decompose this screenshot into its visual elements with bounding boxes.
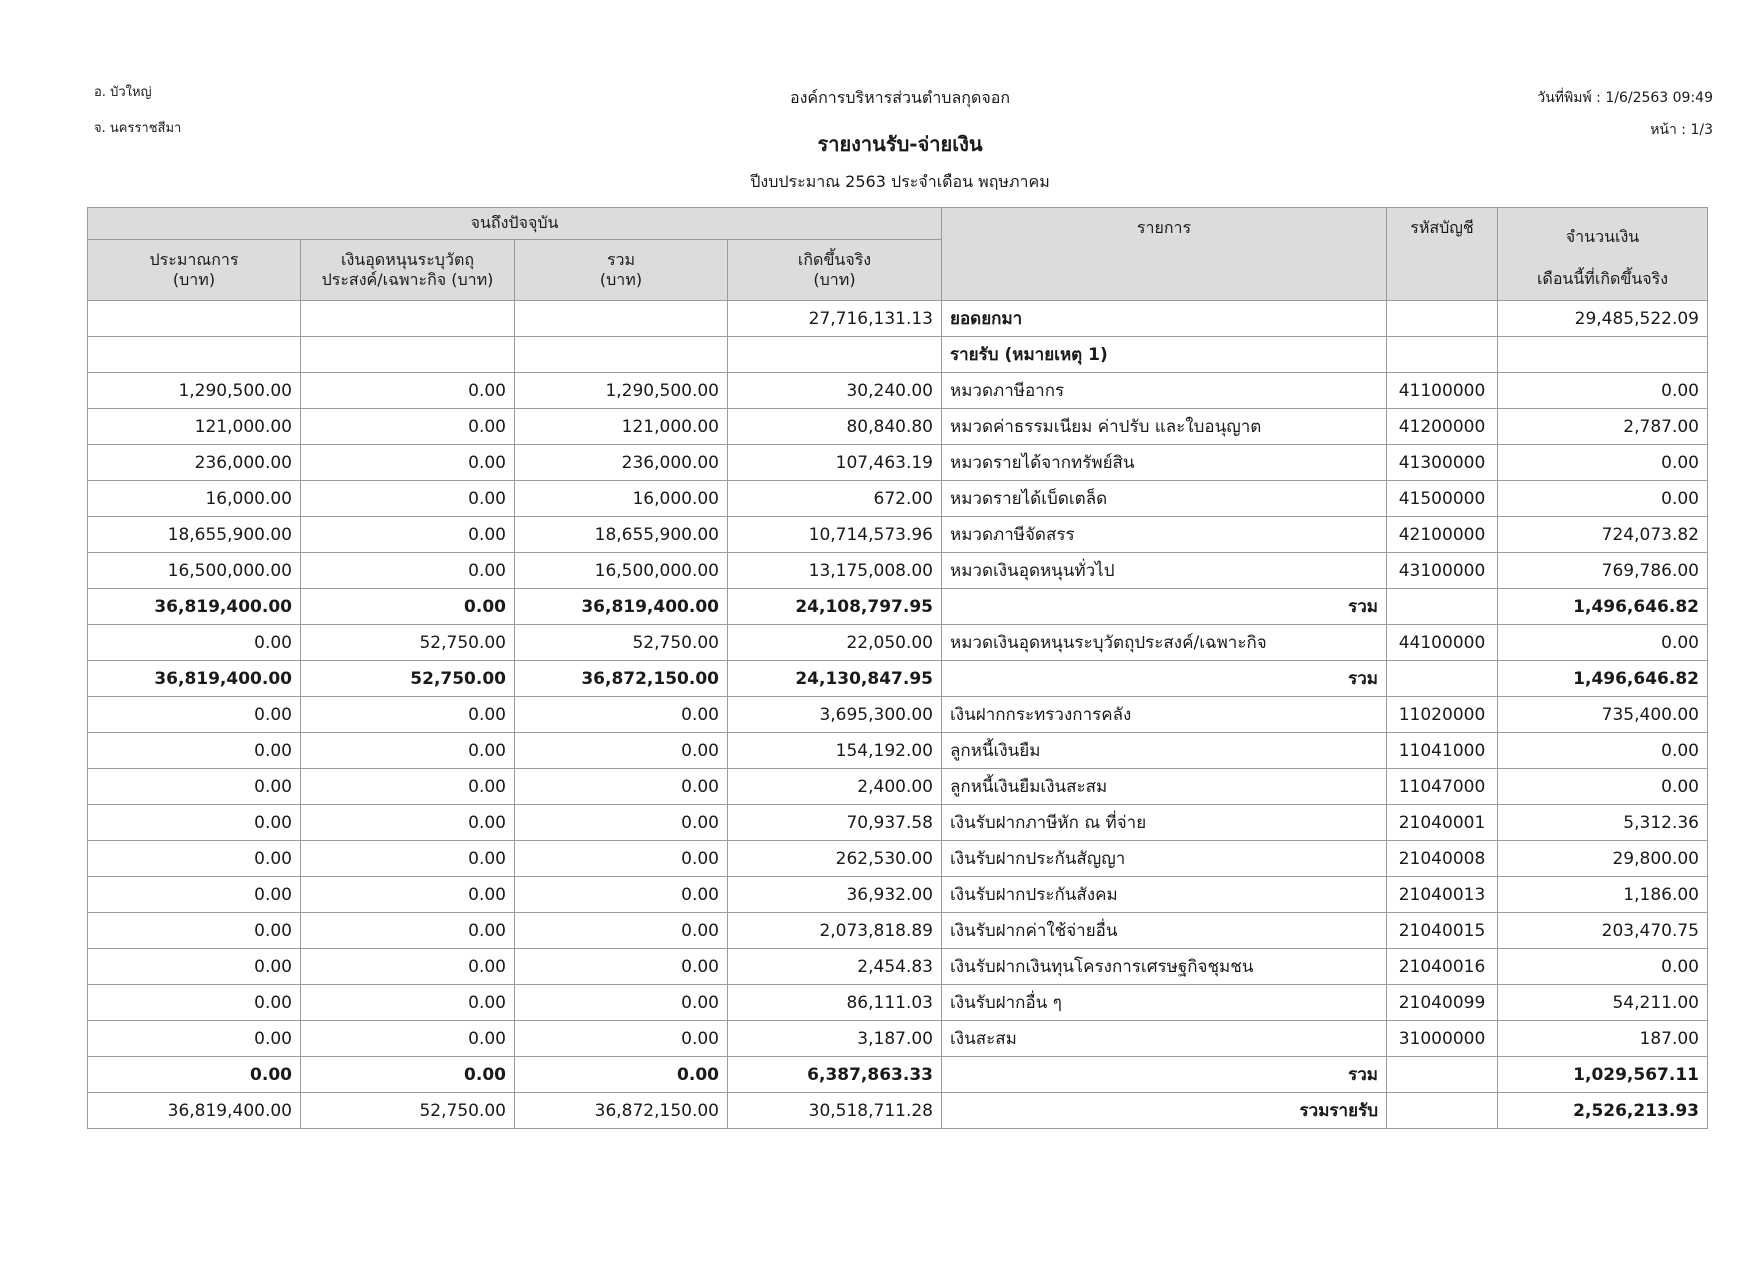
table-row-item: [88, 913, 1708, 949]
cell-grant: 0.00: [301, 769, 515, 805]
cell-actual: 80,840.80: [728, 409, 942, 445]
cell-amount: 0.00: [1498, 481, 1708, 517]
cell-estimate: 236,000.00: [88, 445, 301, 481]
cell-actual: 86,111.03: [728, 985, 942, 1021]
cell-actual: 10,714,573.96: [728, 517, 942, 553]
cell-account-code: 21040008: [1387, 841, 1498, 877]
cell-grant: 0.00: [301, 445, 515, 481]
organization-name: องค์การบริหารส่วนตำบลกุดจอก: [789, 88, 1011, 107]
table-row-grandtotal: [88, 1093, 1708, 1129]
cell-grant: 0.00: [301, 517, 515, 553]
cell-amount: 2,526,213.93: [1498, 1093, 1708, 1129]
cell-actual: 154,192.00: [728, 733, 942, 769]
cell-grant: 0.00: [301, 805, 515, 841]
cell-estimate: 0.00: [88, 769, 301, 805]
cell-account-code: [1387, 301, 1498, 337]
table-row-subtotal: [88, 1057, 1708, 1093]
cell-actual: 24,130,847.95: [728, 661, 942, 697]
cell-item: หมวดรายได้จากทรัพย์สิน: [942, 445, 1387, 481]
cell-item: เงินรับฝากเงินทุนโครงการเศรษฐกิจชุมชน: [942, 949, 1387, 985]
cell-grant: 0.00: [301, 733, 515, 769]
cell-estimate: 16,000.00: [88, 481, 301, 517]
cell-total: 0.00: [515, 949, 728, 985]
cell-account-code: [1387, 661, 1498, 697]
cell-grant: 0.00: [301, 553, 515, 589]
cell-actual: 6,387,863.33: [728, 1057, 942, 1093]
cell-item: เงินรับฝากอื่น ๆ: [942, 985, 1387, 1021]
cell-total: 16,500,000.00: [515, 553, 728, 589]
cell-account-code: 11041000: [1387, 733, 1498, 769]
cell-total: 36,819,400.00: [515, 589, 728, 625]
cell-item: เงินรับฝากประกันสังคม: [942, 877, 1387, 913]
cell-item: หมวดรายได้เบ็ดเตล็ด: [942, 481, 1387, 517]
cell-estimate: 36,819,400.00: [88, 589, 301, 625]
table-row-item: [88, 949, 1708, 985]
cell-amount: 0.00: [1498, 373, 1708, 409]
cell-amount: [1498, 337, 1708, 373]
table-row-item: [88, 733, 1708, 769]
report-title: รายงานรับ-จ่ายเงิน: [817, 132, 983, 156]
cell-amount: 0.00: [1498, 733, 1708, 769]
cell-estimate: 18,655,900.00: [88, 517, 301, 553]
cell-actual: 30,240.00: [728, 373, 942, 409]
cell-total: 0.00: [515, 841, 728, 877]
cell-actual: 24,108,797.95: [728, 589, 942, 625]
cell-account-code: 44100000: [1387, 625, 1498, 661]
table-row-section: [88, 337, 1708, 373]
cell-total: 52,750.00: [515, 625, 728, 661]
cell-total: 0.00: [515, 805, 728, 841]
cell-grant: 0.00: [301, 589, 515, 625]
cell-account-code: 41300000: [1387, 445, 1498, 481]
cell-actual: 36,932.00: [728, 877, 942, 913]
cell-grant: 0.00: [301, 985, 515, 1021]
cell-account-code: [1387, 1057, 1498, 1093]
cell-account-code: [1387, 337, 1498, 373]
cell-amount: 54,211.00: [1498, 985, 1708, 1021]
cell-account-code: 11047000: [1387, 769, 1498, 805]
cell-total: 16,000.00: [515, 481, 728, 517]
cell-amount: 0.00: [1498, 949, 1708, 985]
cell-grant: [301, 337, 515, 373]
cell-account-code: 11020000: [1387, 697, 1498, 733]
cell-estimate: 0.00: [88, 985, 301, 1021]
cell-item: ลูกหนี้เงินยืมเงินสะสม: [942, 769, 1387, 805]
cell-amount: 0.00: [1498, 445, 1708, 481]
table-row-item: [88, 985, 1708, 1021]
cell-account-code: 42100000: [1387, 517, 1498, 553]
cell-item: ยอดยกมา: [942, 301, 1387, 337]
cell-total: 0.00: [515, 1057, 728, 1093]
header-account-code: รหัสบัญชี: [1387, 208, 1498, 301]
cell-account-code: 41100000: [1387, 373, 1498, 409]
cell-account-code: 41500000: [1387, 481, 1498, 517]
cell-grant: 52,750.00: [301, 661, 515, 697]
table-row-subtotal: [88, 661, 1708, 697]
cell-item: หมวดภาษีจัดสรร: [942, 517, 1387, 553]
cell-grant: 52,750.00: [301, 1093, 515, 1129]
cell-total: 236,000.00: [515, 445, 728, 481]
header-grant: เงินอุดหนุนระบุวัตถุ ประสงค์/เฉพาะกิจ (บาท): [301, 240, 515, 301]
cell-item: หมวดเงินอุดหนุนระบุวัตถุประสงค์/เฉพาะกิจ: [942, 625, 1387, 661]
cell-account-code: 41200000: [1387, 409, 1498, 445]
cell-estimate: 121,000.00: [88, 409, 301, 445]
cell-actual: 672.00: [728, 481, 942, 517]
cell-account-code: 21040013: [1387, 877, 1498, 913]
cell-total: [515, 301, 728, 337]
cell-estimate: 16,500,000.00: [88, 553, 301, 589]
cell-item: หมวดค่าธรรมเนียม ค่าปรับ และใบอนุญาต: [942, 409, 1387, 445]
cell-estimate: 0.00: [88, 805, 301, 841]
cell-actual: 262,530.00: [728, 841, 942, 877]
cell-actual: 3,187.00: [728, 1021, 942, 1057]
cell-item: รวม: [942, 1057, 1387, 1093]
cell-grant: 0.00: [301, 877, 515, 913]
table-row-item: [88, 373, 1708, 409]
header-actual: เกิดขึ้นจริง (บาท): [728, 240, 942, 301]
table-row-item: [88, 841, 1708, 877]
cell-total: 36,872,150.00: [515, 1093, 728, 1129]
cell-grant: [301, 301, 515, 337]
table-row-item: [88, 697, 1708, 733]
cell-actual: 2,454.83: [728, 949, 942, 985]
cell-grant: 0.00: [301, 373, 515, 409]
cell-grant: 0.00: [301, 1057, 515, 1093]
cell-grant: 0.00: [301, 841, 515, 877]
cell-estimate: 0.00: [88, 697, 301, 733]
cell-total: 0.00: [515, 913, 728, 949]
report-subtitle: ปีงบประมาณ 2563 ประจำเดือน พฤษภาคม: [750, 172, 1050, 191]
table-row-item: [88, 769, 1708, 805]
cell-amount: 769,786.00: [1498, 553, 1708, 589]
table-row-item: [88, 409, 1708, 445]
cell-actual: 30,518,711.28: [728, 1093, 942, 1129]
cell-account-code: 21040099: [1387, 985, 1498, 1021]
cell-item: เงินรับฝากค่าใช้จ่ายอื่น: [942, 913, 1387, 949]
cell-grant: 0.00: [301, 1021, 515, 1057]
cell-grant: 0.00: [301, 697, 515, 733]
cell-total: 0.00: [515, 1021, 728, 1057]
cell-item: เงินสะสม: [942, 1021, 1387, 1057]
page-number: หน้า : 1/3: [1650, 122, 1713, 138]
table-row-item: [88, 445, 1708, 481]
cell-total: 0.00: [515, 985, 728, 1021]
header-total: รวม (บาท): [515, 240, 728, 301]
table-row-item: [88, 517, 1708, 553]
cell-amount: 0.00: [1498, 769, 1708, 805]
cell-total: 0.00: [515, 877, 728, 913]
cell-amount: 1,496,646.82: [1498, 589, 1708, 625]
cell-total: 1,290,500.00: [515, 373, 728, 409]
cell-grant: 0.00: [301, 913, 515, 949]
cell-total: 121,000.00: [515, 409, 728, 445]
cell-amount: 187.00: [1498, 1021, 1708, 1057]
district-label: อ. บัวใหญ่: [94, 85, 152, 100]
cell-item: รวมรายรับ: [942, 1093, 1387, 1129]
cell-estimate: 0.00: [88, 1021, 301, 1057]
cell-total: 18,655,900.00: [515, 517, 728, 553]
cell-item: เงินฝากกระทรวงการคลัง: [942, 697, 1387, 733]
table-row-subtotal: [88, 589, 1708, 625]
table-row-item: [88, 625, 1708, 661]
cell-account-code: 21040001: [1387, 805, 1498, 841]
cell-total: 0.00: [515, 733, 728, 769]
cell-total: 0.00: [515, 769, 728, 805]
table-row-item: [88, 481, 1708, 517]
cell-estimate: 36,819,400.00: [88, 661, 301, 697]
cell-estimate: 0.00: [88, 949, 301, 985]
cell-amount: 29,485,522.09: [1498, 301, 1708, 337]
cell-item: รวม: [942, 661, 1387, 697]
cell-actual: 3,695,300.00: [728, 697, 942, 733]
cell-estimate: 0.00: [88, 733, 301, 769]
cell-item: ลูกหนี้เงินยืม: [942, 733, 1387, 769]
header-amount-this-month: จำนวนเงิน เดือนนี้ที่เกิดขึ้นจริง: [1498, 208, 1708, 301]
cell-amount: 5,312.36: [1498, 805, 1708, 841]
cell-item: เงินรับฝากประกันสัญญา: [942, 841, 1387, 877]
cell-account-code: [1387, 1093, 1498, 1129]
cell-amount: 0.00: [1498, 625, 1708, 661]
cell-amount: 735,400.00: [1498, 697, 1708, 733]
cell-grant: 0.00: [301, 481, 515, 517]
cell-estimate: [88, 301, 301, 337]
cell-amount: 203,470.75: [1498, 913, 1708, 949]
cell-actual: 22,050.00: [728, 625, 942, 661]
cell-actual: 107,463.19: [728, 445, 942, 481]
receipts-report-table: [87, 207, 1708, 1129]
cell-item: รายรับ (หมายเหตุ 1): [942, 337, 1387, 373]
cell-amount: 1,186.00: [1498, 877, 1708, 913]
print-date: วันที่พิมพ์ : 1/6/2563 09:49: [1537, 90, 1713, 106]
cell-item: รวม: [942, 589, 1387, 625]
cell-account-code: 43100000: [1387, 553, 1498, 589]
cell-estimate: 0.00: [88, 877, 301, 913]
cell-estimate: 0.00: [88, 1057, 301, 1093]
cell-account-code: [1387, 589, 1498, 625]
cell-amount: 2,787.00: [1498, 409, 1708, 445]
cell-total: 0.00: [515, 697, 728, 733]
cell-estimate: 36,819,400.00: [88, 1093, 301, 1129]
table-row-item: [88, 877, 1708, 913]
cell-amount: 724,073.82: [1498, 517, 1708, 553]
cell-total: [515, 337, 728, 373]
cell-amount: 1,029,567.11: [1498, 1057, 1708, 1093]
cell-item: หมวดเงินอุดหนุนทั่วไป: [942, 553, 1387, 589]
cell-actual: 13,175,008.00: [728, 553, 942, 589]
table-row-carry: [88, 301, 1708, 337]
cell-actual: 70,937.58: [728, 805, 942, 841]
table-row-item: [88, 805, 1708, 841]
cell-account-code: 21040015: [1387, 913, 1498, 949]
cell-grant: 0.00: [301, 949, 515, 985]
cell-amount: 1,496,646.82: [1498, 661, 1708, 697]
cell-item: เงินรับฝากภาษีหัก ณ ที่จ่าย: [942, 805, 1387, 841]
cell-grant: 0.00: [301, 409, 515, 445]
cell-actual: [728, 337, 942, 373]
cell-account-code: 21040016: [1387, 949, 1498, 985]
table-row-item: [88, 553, 1708, 589]
cell-grant: 52,750.00: [301, 625, 515, 661]
cell-estimate: [88, 337, 301, 373]
cell-item: หมวดภาษีอากร: [942, 373, 1387, 409]
table-row-item: [88, 1021, 1708, 1057]
header-item: รายการ: [942, 208, 1387, 301]
cell-actual: 27,716,131.13: [728, 301, 942, 337]
cell-estimate: 0.00: [88, 913, 301, 949]
cell-amount: 29,800.00: [1498, 841, 1708, 877]
cell-estimate: 0.00: [88, 841, 301, 877]
cell-estimate: 1,290,500.00: [88, 373, 301, 409]
province-label: จ. นครราชสีมา: [94, 121, 182, 136]
cell-total: 36,872,150.00: [515, 661, 728, 697]
header-estimate: ประมาณการ (บาท): [88, 240, 301, 301]
cell-actual: 2,073,818.89: [728, 913, 942, 949]
cell-estimate: 0.00: [88, 625, 301, 661]
cell-account-code: 31000000: [1387, 1021, 1498, 1057]
report-body: [88, 301, 1708, 1129]
cell-actual: 2,400.00: [728, 769, 942, 805]
header-to-date-group: จนถึงปัจจุบัน: [88, 208, 942, 240]
